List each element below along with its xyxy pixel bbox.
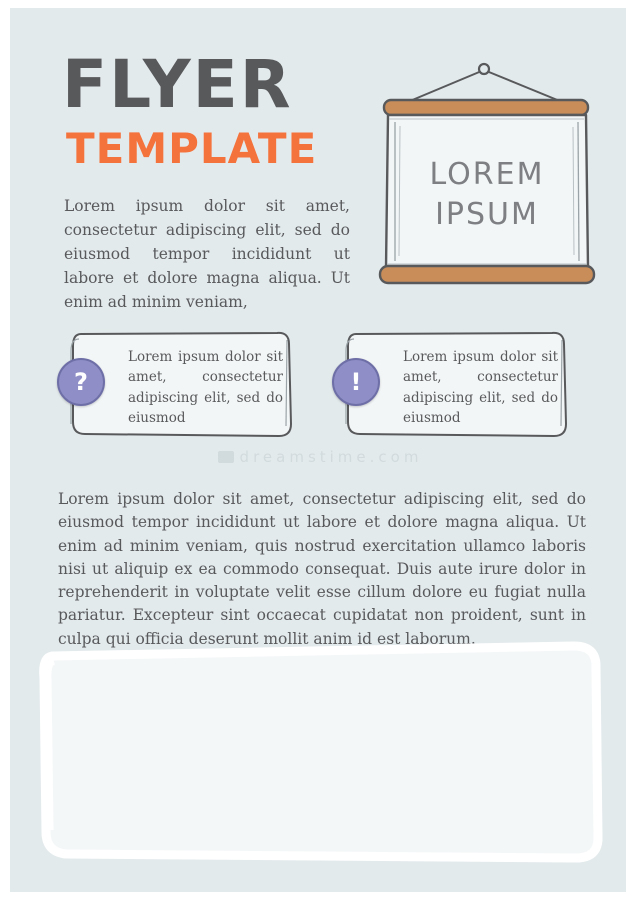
watermark-text: dreamstime.com [239,448,423,466]
sign-text-line2: IPSUM [435,197,539,232]
sign-text-line1: LOREM [429,157,545,192]
watermark-logo-icon [218,451,234,463]
bottom-content-panel [36,636,608,868]
watermark [170,448,470,466]
callout-box-question [65,326,300,444]
flyer-canvas [10,8,626,892]
page-title-secondary: TEMPLATE [66,124,318,173]
body-paragraph: Lorem ipsum dolor sit amet, consectetur adipiscing elit, sed do eiusmod tempor incididunt ut labore et dolore magna aliqua. Ut enim ad minim veniam, quis nostrud exercitation ullamco laboris nisi ut aliquip ex ea commodo consequat. Duis aute irure dolor in reprehenderit in voluptate velit esse cillum dolore eu fugiat nulla pariatur. Excepteur sint occaecat cupidatat non proident, sunt in culpa qui officia deserunt mollit anim id est laborum. [58,490,586,648]
callout-box-exclamation [340,326,575,444]
exclamation-mark-badge-icon: ! [332,358,380,406]
callout-text-exclamation: Lorem ipsum dolor sit amet, consectetur adipiscing elit, sed do eiusmod [403,349,558,426]
page-title-primary: FLYER [62,46,293,123]
hanging-sign-illustration [362,56,610,306]
callout-text-question: Lorem ipsum dolor sit amet, consectetur adipiscing elit, sed do eiusmod [128,349,283,426]
intro-paragraph: Lorem ipsum dolor sit amet, consectetur adipiscing elit, sed do eiusmod tempor incididunt ut labore et dolore magna aliqua. Ut enim ad minim veniam, [64,197,350,312]
question-mark-badge-icon: ? [57,358,105,406]
